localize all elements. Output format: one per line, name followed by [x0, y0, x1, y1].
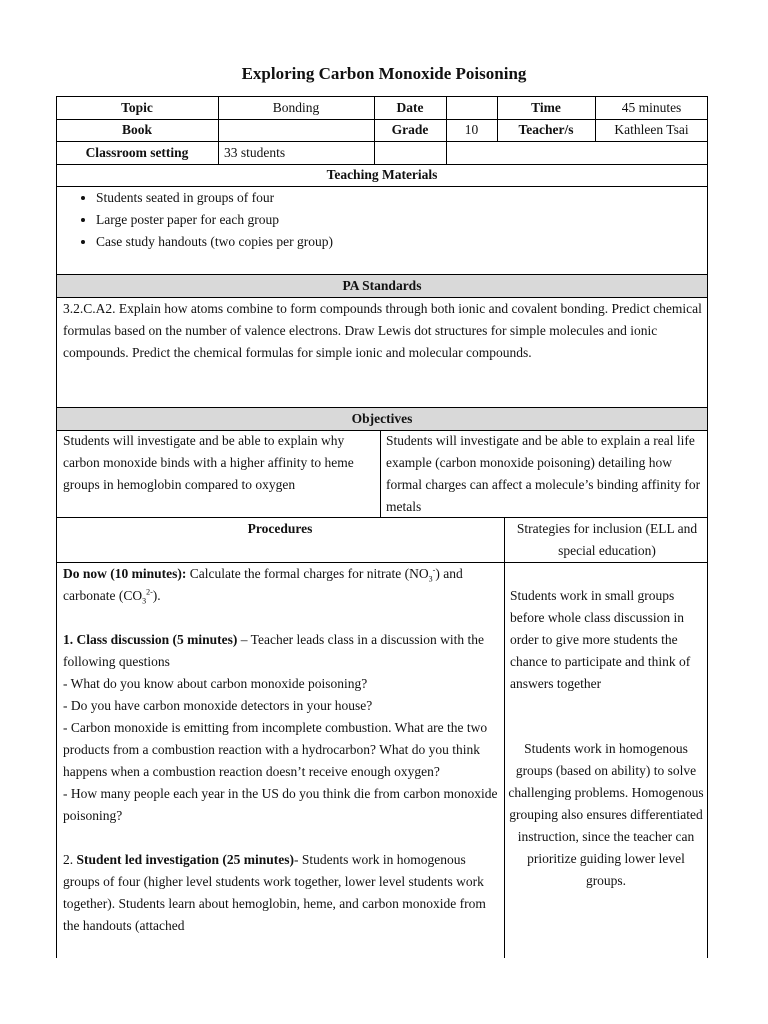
objective-right: Students will investigate and be able to explain a real life example (carbon monoxide poisoning) detailing how formal charges can affect a molecule’s binding affinity for metals [386, 433, 701, 514]
teaching-materials-heading: Teaching Materials [326, 167, 438, 182]
discussion-question: - What do you know about carbon monoxide poisoning? [63, 676, 368, 691]
discussion-question: - Do you have carbon monoxide detectors in your house? [63, 698, 373, 713]
objectives-heading: Objectives [57, 408, 707, 430]
material-item: • Large poster paper for each group [96, 209, 708, 231]
material-item: • Case study handouts (two copies per group) [96, 231, 708, 253]
discussion-question: - How many people each year in the US do you think die from carbon monoxide poisoning? [63, 786, 498, 823]
topic-value: Bonding [272, 100, 320, 115]
grade-value: 10 [464, 122, 479, 137]
strategy-small-groups: Students work in small groups before whole class discussion in order to give more students the chance to participate and think of answers together [510, 588, 691, 691]
classroom-setting-label: Classroom setting [85, 145, 189, 160]
do-now: Do now (10 minutes): Calculate the formal charges for nitrate $(NO_3^-)$ and carbonate $(CO_3^{2-})$. [63, 565, 463, 606]
teaching-materials-list [56, 187, 708, 253]
discussion-question: - Carbon monoxide is emitting from incomplete combustion. What are the two products from a combustion reaction with a hydrocarbon? What do you think happens when a combustion reaction doesn’t receive enough oxygen? [63, 720, 488, 779]
document-title: Exploring Carbon Monoxide Poisoning [241, 64, 527, 83]
class-discussion: 1. Class discussion (5 minutes) – Teacher leads class in a discussion with the following questions [63, 632, 485, 669]
procedures-body [63, 563, 499, 937]
do-now-label: Do now (10 minutes): [63, 566, 187, 581]
pa-standards-heading: PA Standards [57, 275, 707, 297]
time-label: Time [531, 100, 561, 115]
procedures-heading: Procedures [247, 521, 313, 536]
strategies-heading: Strategies for inclusion (ELL and special education) [516, 521, 698, 558]
date-label: Date [396, 100, 424, 115]
classroom-setting-value: 33 students [224, 145, 286, 160]
topic-label: Topic [121, 100, 153, 115]
teacher-value: Kathleen Tsai [614, 122, 689, 137]
book-label: Book [121, 122, 152, 137]
student-investigation-label: Student led investigation (25 minutes) [76, 852, 295, 867]
pa-standards-text: 3.2.C.A2. Explain how atoms combine to form compounds through both ionic and covalent bonding. Predict chemical formulas based on the number of valence electrons. Draw Lewis dot structures for simple molecules and ionic compounds. Predict the chemical formulas for simple ionic and molecular compounds. [63, 301, 702, 360]
strategy-homogenous-groups: Students work in homogenous groups (based on ability) to solve challenging problems. Homogenous grouping also ensures differentiated instruction, since the teacher can prioritize guiding lower level groups. [508, 741, 704, 888]
objective-left: Students will investigate and be able to explain why carbon monoxide binds with a higher affinity to heme groups in hemoglobin compared to oxygen [63, 433, 354, 492]
grade-label: Grade [391, 122, 429, 137]
teacher-label: Teacher/s [518, 122, 574, 137]
student-investigation: 2. Student led investigation (25 minutes)- Students work in homogenous groups of four (higher level students work together, lower level students work together). Students learn about hemoglobin, heme, and carbon monoxide from the handouts (attached [63, 852, 486, 933]
class-discussion-label: 1. Class discussion (5 minutes) [63, 632, 238, 647]
time-value: 45 minutes [621, 100, 682, 115]
material-item: • Students seated in groups of four [96, 187, 708, 209]
